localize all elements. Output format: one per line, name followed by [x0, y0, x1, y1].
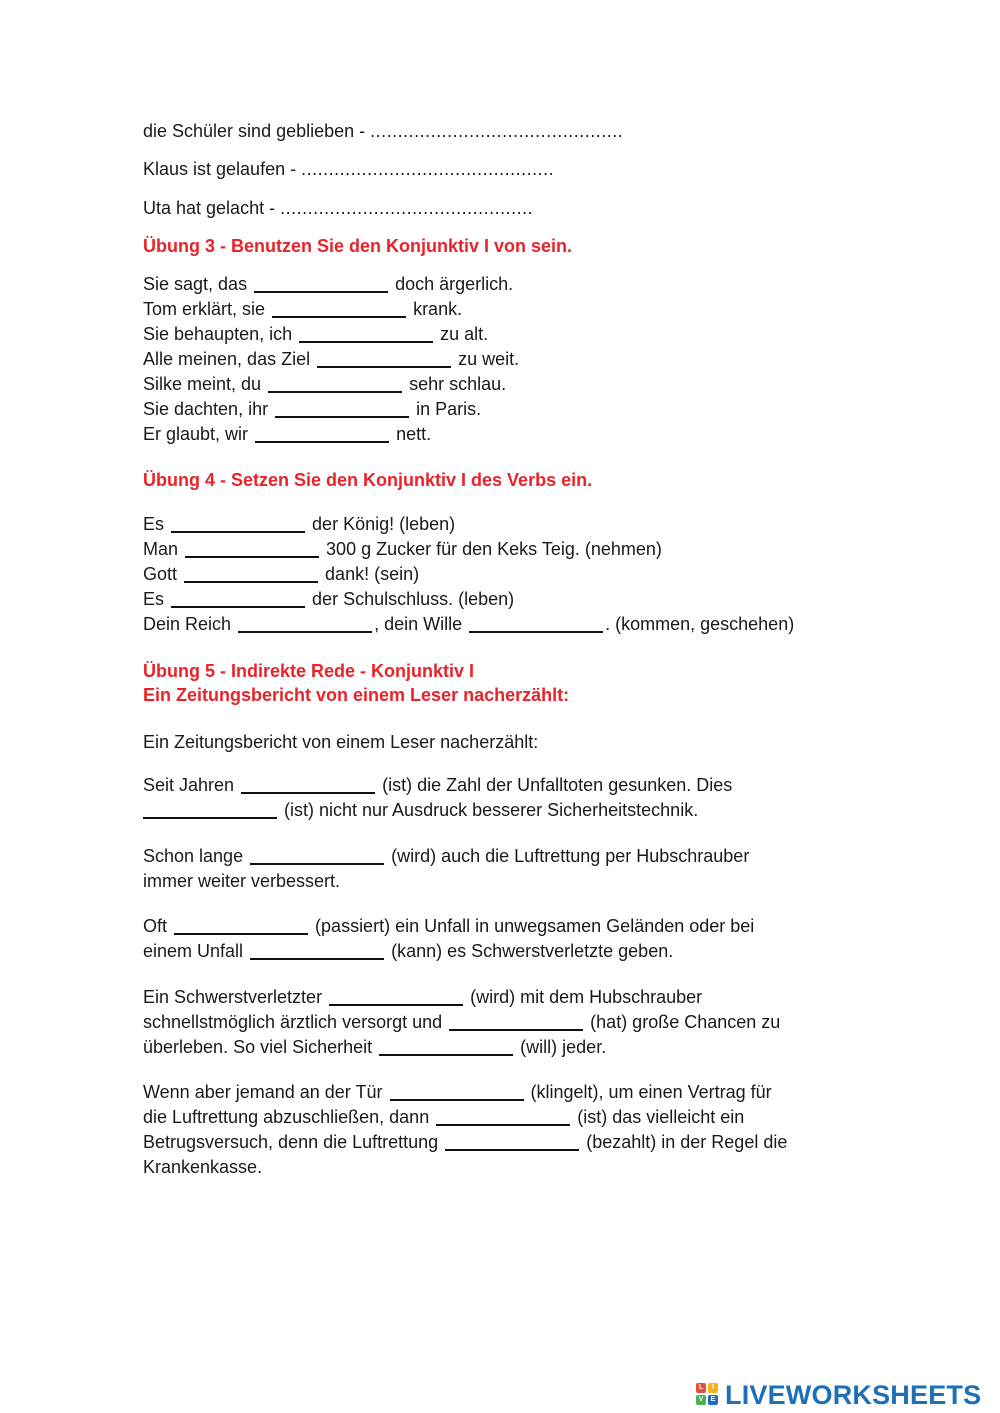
exercise-3-heading: Übung 3 - Benutzen Sie den Konjunktiv I von sein.: [143, 236, 573, 256]
logo-mark-letter: L: [696, 1383, 706, 1393]
logo-mark-letter: I: [708, 1383, 718, 1393]
item-text: Seit Jahren: [143, 775, 235, 795]
item-text: einem Unfall: [143, 941, 244, 961]
item-text: Sie behaupten, ich: [143, 324, 293, 344]
answer-blank[interactable]: [171, 513, 305, 533]
dotted-answer-field[interactable]: ..............................................: [280, 198, 534, 218]
item-text: (wird) auch die Luftrettung per Hubschrauber: [391, 846, 750, 866]
exercise-3-item: [143, 298, 462, 320]
answer-blank[interactable]: [379, 1036, 513, 1056]
exercise-4-item: [143, 588, 514, 610]
item-text: nett.: [396, 424, 432, 444]
item-text: Es: [143, 589, 165, 609]
liveworksheets-logo: [696, 1378, 981, 1412]
item-text: Betrugsversuch, denn die Luftrettung: [143, 1132, 439, 1152]
answer-blank[interactable]: [275, 398, 409, 418]
exercise-4-item: [143, 513, 455, 535]
answer-blank[interactable]: [254, 273, 388, 293]
exercise-5-subheading: Ein Zeitungsbericht von einem Leser nacherzählt:: [143, 685, 570, 705]
exercise-3-item: [143, 273, 513, 295]
answer-blank[interactable]: [449, 1011, 583, 1031]
item-text: der König! (leben): [312, 514, 456, 534]
answer-blank[interactable]: [272, 298, 406, 318]
exercise-3-item: [143, 423, 431, 445]
dotted-answer-field[interactable]: ..............................................: [301, 159, 555, 179]
item-text: Wenn aber jemand an der Tür: [143, 1082, 383, 1102]
exercise-4-item: [143, 538, 662, 560]
logo-mark-icon: [696, 1381, 722, 1409]
item-text: überleben. So viel Sicherheit: [143, 1037, 373, 1057]
paragraph-line: [143, 1011, 780, 1033]
item-text: der Schulschluss. (leben): [312, 589, 515, 609]
paragraph-line: immer weiter verbessert.: [143, 871, 341, 891]
item-text: Schon lange: [143, 846, 244, 866]
answer-blank[interactable]: [171, 588, 305, 608]
item-text: (kann) es Schwerstverletzte geben.: [391, 941, 674, 961]
dotted-answer-field[interactable]: ..............................................: [370, 121, 624, 141]
item-text: Ein Schwerstverletzter: [143, 987, 323, 1007]
item-text: 300 g Zucker für den Keks Teig. (nehmen): [326, 539, 662, 559]
paragraph-line: Krankenkasse.: [143, 1157, 263, 1177]
logo-text: LIVEWORKSHEETS: [725, 1379, 982, 1410]
answer-blank[interactable]: [250, 940, 384, 960]
sentence-text: Uta hat gelacht -: [143, 198, 281, 218]
item-text: (klingelt), um einen Vertrag für: [530, 1082, 772, 1102]
logo-mark-letter: E: [708, 1395, 718, 1405]
item-text: Silke meint, du: [143, 374, 262, 394]
exercise-4-item: [143, 613, 794, 635]
item-text: dank! (sein): [325, 564, 420, 584]
item-text: sehr schlau.: [409, 374, 507, 394]
item-text: Alle meinen, das Ziel: [143, 349, 311, 369]
answer-blank[interactable]: [238, 613, 372, 633]
sentence-line: [143, 197, 533, 219]
paragraph-line: [143, 1081, 772, 1103]
exercise-3-item: [143, 373, 506, 395]
paragraph-line: [143, 915, 754, 937]
item-text: Dein Reich: [143, 614, 232, 634]
item-text: zu alt.: [440, 324, 489, 344]
exercise-3-item: [143, 398, 481, 420]
answer-blank[interactable]: [241, 774, 375, 794]
item-text: schnellstmöglich ärztlich versorgt und: [143, 1012, 443, 1032]
paragraph-line: [143, 799, 698, 821]
item-text: Er glaubt, wir: [143, 424, 249, 444]
item-text: in Paris.: [416, 399, 482, 419]
answer-blank[interactable]: [317, 348, 451, 368]
sentence-text: Klaus ist gelaufen -: [143, 159, 302, 179]
item-text: doch ärgerlich.: [395, 274, 514, 294]
item-text: Man: [143, 539, 179, 559]
item-text: (hat) große Chancen zu: [590, 1012, 781, 1032]
sentence-line: [143, 158, 554, 180]
item-text: Sie dachten, ihr: [143, 399, 269, 419]
item-text: (wird) mit dem Hubschrauber: [470, 987, 703, 1007]
item-text: , dein Wille: [374, 614, 463, 634]
exercise-5-heading: Übung 5 - Indirekte Rede - Konjunktiv I: [143, 661, 475, 681]
item-text: Tom erklärt, sie: [143, 299, 266, 319]
exercise-4-item: [143, 563, 419, 585]
item-text: (bezahlt) in der Regel die: [586, 1132, 788, 1152]
answer-blank[interactable]: [329, 986, 463, 1006]
item-text: Oft: [143, 916, 168, 936]
item-text: zu weit.: [458, 349, 520, 369]
item-text: Gott: [143, 564, 178, 584]
paragraph-line: [143, 986, 702, 1008]
answer-blank[interactable]: [255, 423, 389, 443]
exercise-3-item: [143, 323, 488, 345]
paragraph-line: [143, 845, 749, 867]
answer-blank[interactable]: [268, 373, 402, 393]
item-text: die Luftrettung abzuschließen, dann: [143, 1107, 430, 1127]
paragraph-line: [143, 1131, 787, 1153]
answer-blank[interactable]: [299, 323, 433, 343]
answer-blank[interactable]: [143, 799, 277, 819]
exercise-5-intro: Ein Zeitungsbericht von einem Leser nacherzählt:: [143, 732, 539, 752]
paragraph-line: [143, 774, 732, 796]
answer-blank[interactable]: [185, 538, 319, 558]
item-text: (passiert) ein Unfall in unwegsamen Gelände​n oder bei: [315, 916, 755, 936]
paragraph-line: [143, 940, 673, 962]
item-text: (will) jeder.: [520, 1037, 607, 1057]
answer-blank[interactable]: [250, 845, 384, 865]
answer-blank[interactable]: [469, 613, 603, 633]
sentence-line: [143, 120, 623, 142]
item-text: krank.: [413, 299, 463, 319]
paragraph-line: [143, 1036, 606, 1058]
exercise-4-heading: Übung 4 - Setzen Sie den Konjunktiv I des Verbs ein.: [143, 470, 593, 490]
exercise-3-item: [143, 348, 519, 370]
answer-blank[interactable]: [390, 1081, 524, 1101]
answer-blank[interactable]: [445, 1131, 579, 1151]
answer-blank[interactable]: [184, 563, 318, 583]
item-text: (ist) das vielleicht ein: [577, 1107, 745, 1127]
sentence-text: die Schüler sind geblieben -: [143, 121, 371, 141]
answer-blank[interactable]: [174, 915, 308, 935]
logo-mark-letter: V: [696, 1395, 706, 1405]
paragraph-line: [143, 1106, 744, 1128]
item-text: (ist) nicht nur Ausdruck besserer Sicherheitstechnik.: [284, 800, 699, 820]
item-text: Sie sagt, das: [143, 274, 248, 294]
item-text: Es: [143, 514, 165, 534]
item-text: (ist) die Zahl der Unfalltoten gesunken. Dies: [382, 775, 733, 795]
answer-blank[interactable]: [436, 1106, 570, 1126]
item-text: . (kommen, geschehen): [605, 614, 795, 634]
